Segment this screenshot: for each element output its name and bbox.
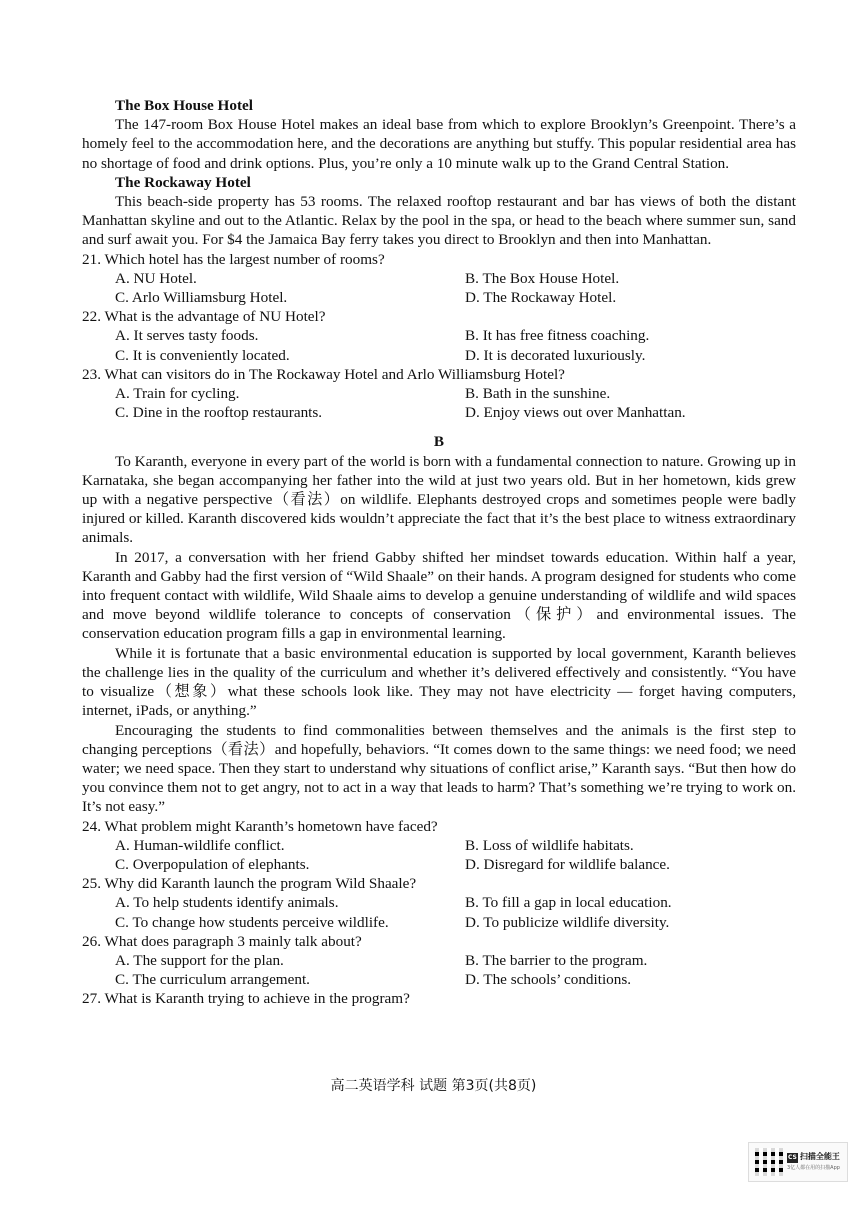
question-stem: 24. What problem might Karanth’s hometown have faced?	[82, 817, 438, 835]
question-stem: 23. What can visitors do in The Rockaway Hotel and Arlo Williamsburg Hotel?	[82, 365, 565, 383]
answer-option: B. Loss of wildlife habitats.	[465, 836, 634, 854]
answer-option: D. It is decorated luxuriously.	[465, 346, 646, 364]
answer-options	[82, 384, 796, 422]
passage-a	[82, 96, 796, 250]
answer-option: A. To help students identify animals.	[115, 894, 339, 912]
answer-option: B. To fill a gap in local education.	[465, 894, 672, 912]
exam-page	[82, 96, 796, 1009]
hotel-description: The 147-room Box House Hotel makes an ideal base from which to explore Brooklyn’s Greenpoint. There’s a homely feel to the accommodation here, and the decorations are anything but stuffy. This popular residential area has no shortage of food and drink options. Plus, you’re only a 10 minute walk up to the Grand Central Station.	[82, 116, 796, 172]
answer-option: D. To publicize wildlife diversity.	[465, 913, 670, 931]
answer-options	[82, 951, 796, 989]
questions-b	[82, 817, 796, 1009]
answer-option: A. NU Hotel.	[115, 269, 197, 287]
question-stem: 21. Which hotel has the largest number of rooms?	[82, 250, 385, 268]
passage-b	[82, 452, 796, 817]
camscanner-logo-icon: CS	[788, 1153, 797, 1161]
answer-option: A. It serves tasty foods.	[115, 327, 259, 345]
answer-option: C. The curriculum arrangement.	[115, 971, 310, 989]
answer-option: D. The schools’ conditions.	[465, 971, 632, 989]
question-stem: 25. Why did Karanth launch the program Wild Shaale?	[82, 875, 417, 893]
hotel-description: This beach-side property has 53 rooms. The relaxed rooftop restaurant and bar has views of both the distant Manhattan skyline and out to the Atlantic. Relax by the pool in the spa, or head to the beach where summer sun, sand and surf await you. For $4 the Jamaica Bay ferry takes you direct to Brooklyn and then into Manhattan.	[82, 193, 796, 249]
answer-option: C. Overpopulation of elephants.	[115, 855, 310, 873]
watermark-title: 扫描全能王	[799, 1151, 840, 1161]
answer-option: C. Arlo Williamsburg Hotel.	[115, 289, 288, 307]
answer-options	[82, 836, 796, 874]
answer-option: A. Human-wildlife conflict.	[115, 836, 285, 854]
answer-option: D. Enjoy views out over Manhattan.	[465, 404, 686, 422]
page-footer: 高二英语学科 试题 第3页(共8页)	[330, 1078, 537, 1094]
paragraph: While it is fortunate that a basic environmental education is supported by local government, Karanth believes the challenge lies in the quality of the curriculum and whether it’s delivered effectively and consistently. “You have to visualize（想象）what these schools look like. They may not have electricity — forget having computers, internet, iPads, or anything.”	[82, 644, 796, 720]
hotel-heading: The Box House Hotel	[115, 97, 253, 114]
question-stem: 27. What is Karanth trying to achieve in the program?	[82, 990, 410, 1008]
answer-option: D. The Rockaway Hotel.	[465, 289, 617, 307]
watermark-subtitle: 3亿人都在用的扫描App	[787, 1164, 840, 1171]
answer-option: C. To change how students perceive wildlife.	[115, 913, 389, 931]
answer-option: C. It is conveniently located.	[115, 346, 290, 364]
answer-option: B. The barrier to the program.	[465, 951, 648, 969]
answer-option: B. It has free fitness coaching.	[465, 327, 650, 345]
answer-option: B. Bath in the sunshine.	[465, 385, 611, 403]
answer-option: A. The support for the plan.	[115, 951, 284, 969]
answer-options	[82, 893, 796, 931]
paragraph: Encouraging the students to find commonalities between themselves and the animals is the first step to changing perceptions（看法）and hopefully, behaviors. “It comes down to the same things: we need food; we need water; we need space. Then they start to understand why situations of conflict arise,” Karanth says. “But then how do you convince them not to get angry, not to act in a way that leads to harm? That’s something we’re trying to work on. It’s not easy.”	[82, 721, 796, 816]
answer-options	[82, 269, 796, 307]
answer-option: B. The Box House Hotel.	[465, 269, 620, 287]
answer-options	[82, 326, 796, 364]
question-stem: 22. What is the advantage of NU Hotel?	[82, 308, 326, 326]
scanner-watermark	[748, 1142, 848, 1182]
questions-a	[82, 250, 796, 423]
question-stem: 26. What does paragraph 3 mainly talk about?	[82, 932, 362, 950]
answer-option: A. Train for cycling.	[115, 385, 240, 403]
paragraph: In 2017, a conversation with her friend Gabby shifted her mindset towards education. Within half a year, Karanth and Gabby had the first version of “Wild Shaale” on their hands. A program designed for students who come into frequent contact with wildlife, Wild Shaale aims to develop a genuine understanding of wildlife and wild spaces and move beyond wildlife tolerance to concepts of conservation（保护）and environmental issues. The conservation education program fills a gap in environmental learning.	[82, 548, 796, 643]
hotel-heading: The Rockaway Hotel	[115, 173, 251, 191]
paragraph: To Karanth, everyone in every part of the world is born with a fundamental connection to nature. Growing up in Karnataka, she began accompanying her father into the wild at just two years old. But in her hometown, kids grew up with a negative perspective（看法）on wildlife. Elephants destroyed crops and sometimes people were badly injured or killed. Karanth discovered kids wouldn’t appreciate the fact that it’s the best place to witness extraordinary animals.	[82, 452, 796, 547]
qr-code-icon	[755, 1148, 783, 1176]
section-label: B	[433, 433, 445, 451]
answer-option: C. Dine in the rooftop restaurants.	[115, 404, 323, 422]
answer-option: D. Disregard for wildlife balance.	[465, 855, 670, 873]
